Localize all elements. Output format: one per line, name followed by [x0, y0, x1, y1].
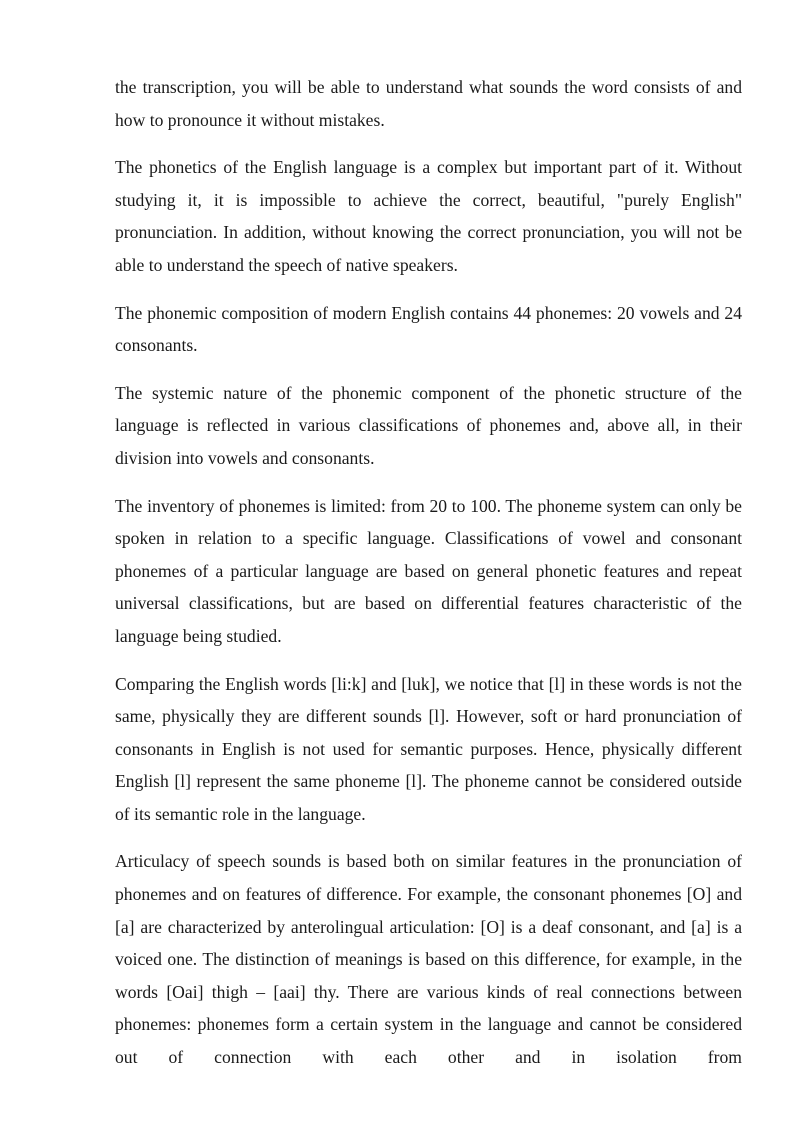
paragraph-articulacy: Articulacy of speech sounds is based both on similar features in the pronunciation of phonemes and on features of difference. For example, the consonant phonemes [O] and [a] are characterized by anterolingual articulation: [O] is a deaf consonant, and [a] is a voiced one. The distinction of meanings is based on this difference, for example, in the words [Oai] thigh – [aai] thy. There are various kinds of real connections between phonemes: phonemes form a certain system in the language and cannot be considered out of connection with each other and in isolation from — [115, 851, 742, 1068]
paragraph-comparing-words: Comparing the English words [li:k] and [luk], we notice that [l] in these words is not the same, physically they are different sounds [l]. However, soft or hard pronunciation of consonants in English is not used for semantic purposes. Hence, physically different English [l] represent the same phoneme [l]. The phoneme cannot be considered outside of its semantic role in the language. — [115, 673, 742, 824]
document-body — [115, 71, 742, 1074]
paragraph-systemic-nature: The systemic nature of the phonemic component of the phonetic structure of the language is reflected in various classifications of phonemes and, above all, in their division into vowels and consonants. — [115, 382, 742, 468]
paragraph-phonemic-composition: The phonemic composition of modern English contains 44 phonemes: 20 vowels and 24 consonants. — [115, 302, 742, 356]
paragraph-phoneme-inventory: The inventory of phonemes is limited: from 20 to 100. The phoneme system can only be spoken in relation to a specific language. Classifications of vowel and consonant phonemes of a particular language are based on general phonetic features and repeat universal classifications, but are based on differential features characteristic of the language being studied. — [115, 495, 742, 646]
paragraph-phonetics-importance: The phonetics of the English language is a complex but important part of it. Without studying it, it is impossible to achieve the correct, beautiful, "purely English" pronunciation. In addition, without knowing the correct pronunciation, you will not be able to understand the speech of native speakers. — [115, 157, 742, 275]
paragraph-transcription: the transcription, you will be able to understand what sounds the word consists of and how to pronounce it without mistakes. — [115, 77, 742, 130]
